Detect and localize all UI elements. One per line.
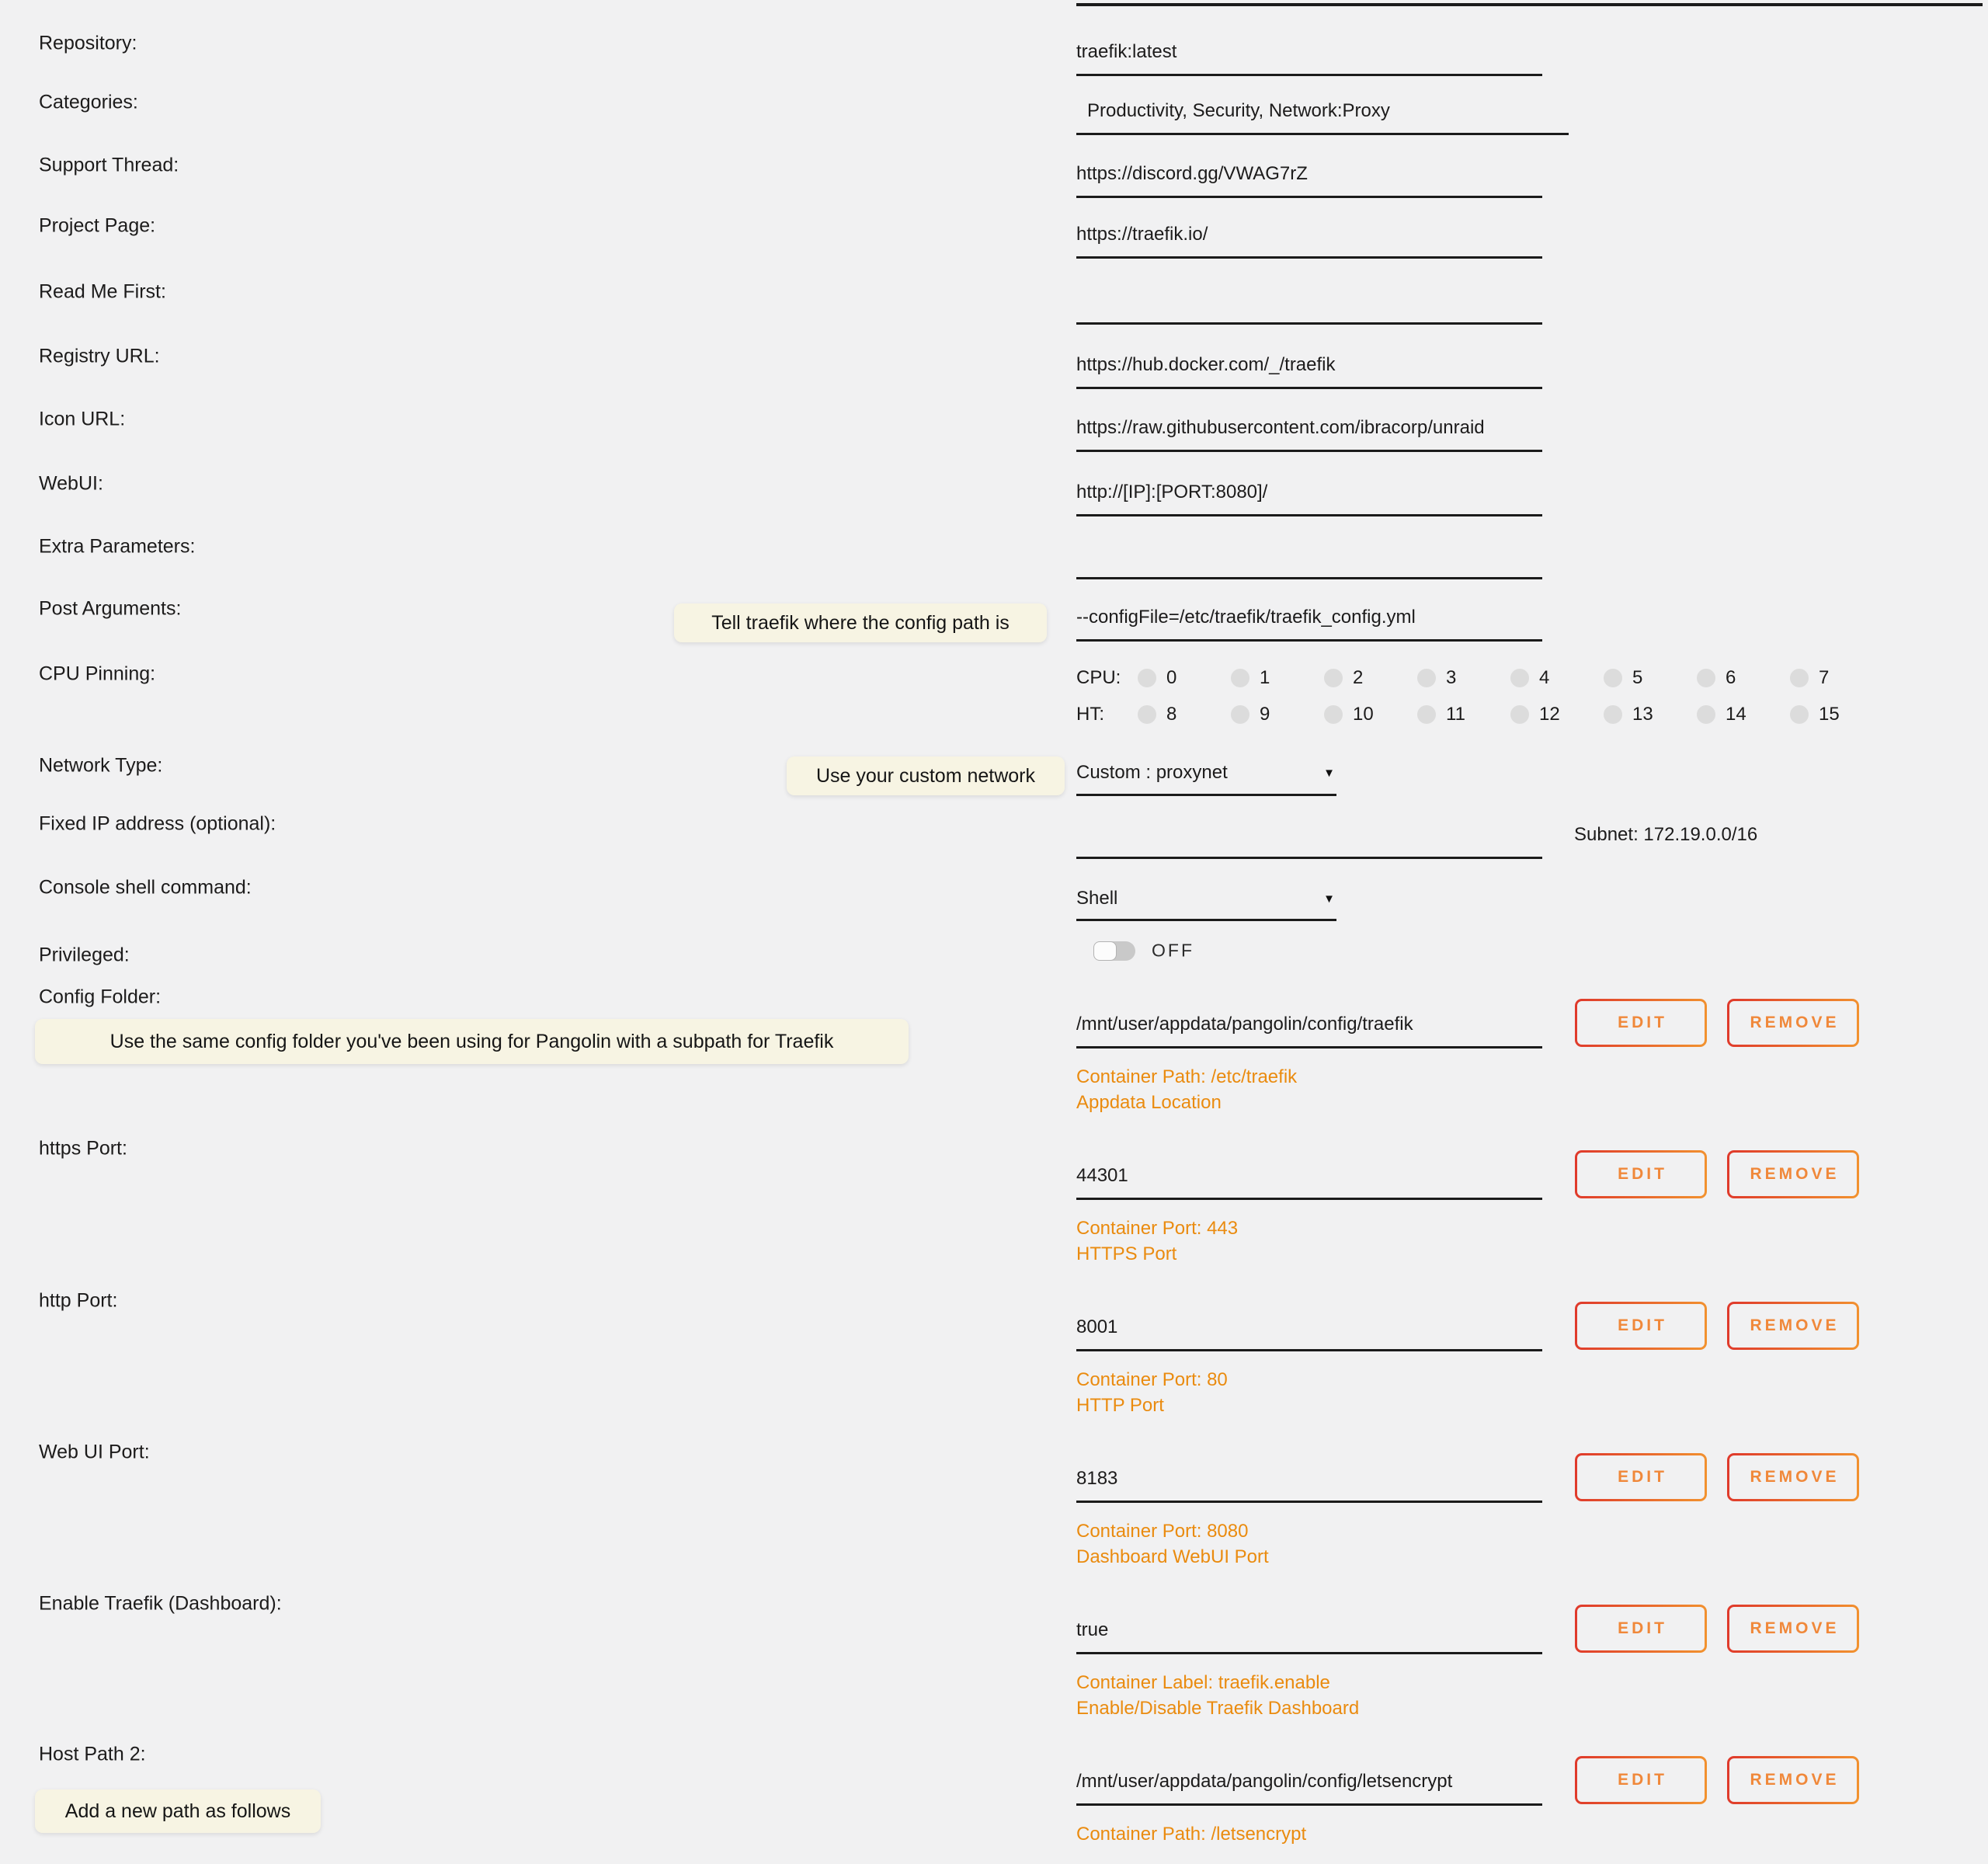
ht-10-radio[interactable] — [1324, 705, 1343, 724]
chevron-down-icon: ▼ — [1323, 766, 1335, 780]
radio-label: 5 — [1632, 667, 1643, 688]
webui-port-input[interactable] — [1076, 1467, 1542, 1503]
http-port-remove-button[interactable] — [1727, 1302, 1859, 1350]
cpu-5-radio[interactable] — [1604, 669, 1622, 687]
enable-dashboard-container-label: Container Label: traefik.enable — [1076, 1672, 1330, 1693]
edit-button-label: EDIT — [1618, 1619, 1667, 1637]
fixed-ip-input[interactable] — [1076, 823, 1542, 859]
ht-13-radio[interactable] — [1604, 705, 1622, 724]
radio-label: 9 — [1260, 704, 1270, 725]
remove-button-label: REMOVE — [1750, 1316, 1840, 1334]
cpu-1-radio[interactable] — [1231, 669, 1249, 687]
ht-8-radio[interactable] — [1138, 705, 1156, 724]
extra-parameters-label: Extra Parameters: — [39, 535, 196, 558]
ht-radio-cell[interactable] — [1138, 704, 1231, 725]
cpu-0-radio[interactable] — [1138, 669, 1156, 687]
webui-port-description: Dashboard WebUI Port — [1076, 1546, 1269, 1567]
edit-button-label: EDIT — [1618, 1316, 1667, 1334]
ht-radio-cell[interactable] — [1417, 704, 1510, 725]
console-shell-selected-value: Shell — [1076, 888, 1118, 909]
project-page-input[interactable] — [1076, 223, 1542, 259]
cpu-row-label: CPU: — [1076, 667, 1121, 688]
cpu-6-radio[interactable] — [1697, 669, 1715, 687]
radio-label: 12 — [1539, 704, 1560, 725]
radio-label: 14 — [1726, 704, 1746, 725]
http-port-label: http Port: — [39, 1289, 118, 1312]
https-port-remove-button[interactable] — [1727, 1150, 1859, 1198]
host-path-2-input[interactable] — [1076, 1770, 1542, 1806]
webui-port-label: Web UI Port: — [39, 1441, 150, 1463]
network-type-label: Network Type: — [39, 754, 163, 777]
host-path-2-edit-button[interactable] — [1575, 1756, 1707, 1804]
post-arguments-tooltip: Tell traefik where the config path is — [674, 603, 1047, 642]
network-type-tooltip: Use your custom network — [787, 756, 1065, 795]
edit-button-label: EDIT — [1618, 1014, 1667, 1031]
edit-button-label: EDIT — [1618, 1468, 1667, 1486]
network-type-select[interactable] — [1076, 762, 1335, 784]
enable-dashboard-edit-button[interactable] — [1575, 1605, 1707, 1653]
radio-label: 1 — [1260, 667, 1270, 688]
ht-11-radio[interactable] — [1417, 705, 1436, 724]
console-shell-underline — [1076, 919, 1336, 921]
radio-label: 2 — [1353, 667, 1364, 688]
edit-button-label: EDIT — [1618, 1165, 1667, 1183]
edit-button-label: EDIT — [1618, 1771, 1667, 1789]
webui-input[interactable] — [1076, 481, 1542, 516]
https-port-container-port: Container Port: 443 — [1076, 1218, 1239, 1239]
enable-dashboard-description: Enable/Disable Traefik Dashboard — [1076, 1698, 1360, 1719]
http-port-edit-button[interactable] — [1575, 1302, 1707, 1350]
radio-label: 3 — [1446, 667, 1457, 688]
support-thread-label: Support Thread: — [39, 154, 179, 176]
privileged-label: Privileged: — [39, 944, 130, 966]
enable-dashboard-input[interactable] — [1076, 1619, 1542, 1654]
webui-port-container-port: Container Port: 8080 — [1076, 1521, 1249, 1542]
http-port-description: HTTP Port — [1076, 1395, 1164, 1416]
webui-label: WebUI: — [39, 472, 103, 495]
privileged-toggle[interactable] — [1093, 941, 1135, 961]
config-folder-label: Config Folder: — [39, 986, 162, 1008]
ht-12-radio[interactable] — [1510, 705, 1529, 724]
ht-radio-cell[interactable] — [1790, 704, 1883, 725]
radio-label: 7 — [1819, 667, 1830, 688]
radio-label: 8 — [1166, 704, 1177, 725]
radio-label: 4 — [1539, 667, 1550, 688]
https-port-edit-button[interactable] — [1575, 1150, 1707, 1198]
remove-button-label: REMOVE — [1750, 1165, 1840, 1183]
cpu-7-radio[interactable] — [1790, 669, 1809, 687]
cpu-radio-cell[interactable] — [1697, 667, 1790, 689]
cpu-radio-cell[interactable] — [1138, 667, 1231, 689]
cpu-3-radio[interactable] — [1417, 669, 1436, 687]
project-page-label: Project Page: — [39, 214, 156, 237]
cpu-radio-cell[interactable] — [1790, 667, 1883, 689]
console-shell-label: Console shell command: — [39, 876, 252, 899]
icon-url-label: Icon URL: — [39, 408, 126, 430]
host-path-2-remove-button[interactable] — [1727, 1756, 1859, 1804]
cpu-radio-cell[interactable] — [1231, 667, 1324, 689]
radio-label: 13 — [1632, 704, 1653, 725]
radio-label: 15 — [1819, 704, 1840, 725]
ht-radio-cell[interactable] — [1697, 704, 1790, 725]
radio-label: 0 — [1166, 667, 1177, 688]
post-arguments-label: Post Arguments: — [39, 597, 182, 620]
categories-input[interactable] — [1076, 99, 1569, 135]
config-folder-description: Appdata Location — [1076, 1092, 1222, 1113]
ht-radio-cell[interactable] — [1324, 704, 1417, 725]
cpu-radio-cell[interactable] — [1417, 667, 1510, 689]
registry-url-input[interactable] — [1076, 353, 1542, 389]
support-thread-input[interactable] — [1076, 162, 1542, 198]
radio-label: 11 — [1446, 704, 1465, 725]
remove-button-label: REMOVE — [1750, 1771, 1840, 1789]
radio-label: 10 — [1353, 704, 1374, 725]
config-folder-edit-button[interactable] — [1575, 999, 1707, 1047]
host-path-2-label: Host Path 2: — [39, 1743, 146, 1765]
extra-parameters-input[interactable] — [1076, 544, 1542, 579]
config-folder-remove-button[interactable] — [1727, 999, 1859, 1047]
privileged-state: OFF — [1152, 940, 1194, 961]
https-port-description: HTTPS Port — [1076, 1243, 1177, 1264]
ht-14-radio[interactable] — [1697, 705, 1715, 724]
config-folder-container-path: Container Path: /etc/traefik — [1076, 1066, 1298, 1087]
cpu-radio-cell[interactable] — [1324, 667, 1417, 689]
config-folder-tooltip: Use the same config folder you've been using for Pangolin with a subpath for Traefik — [35, 1019, 909, 1064]
http-port-input[interactable] — [1076, 1316, 1542, 1351]
https-port-label: https Port: — [39, 1137, 127, 1160]
http-port-container-port: Container Port: 80 — [1076, 1369, 1228, 1390]
ht-9-radio[interactable] — [1231, 705, 1249, 724]
cpu-2-radio[interactable] — [1324, 669, 1343, 687]
input-underline-partial — [1076, 3, 1983, 6]
fixed-ip-label: Fixed IP address (optional): — [39, 812, 276, 835]
cpu-pinning-cpu-row — [1076, 667, 1883, 689]
remove-button-label: REMOVE — [1750, 1619, 1840, 1637]
remove-button-label: REMOVE — [1750, 1468, 1840, 1486]
registry-url-label: Registry URL: — [39, 345, 160, 367]
config-folder-input[interactable] — [1076, 1013, 1542, 1048]
toggle-knob — [1093, 941, 1117, 961]
webui-port-edit-button[interactable] — [1575, 1453, 1707, 1501]
cpu-pinning-ht-row — [1076, 704, 1883, 725]
categories-label: Categories: — [39, 91, 138, 113]
chevron-down-icon: ▼ — [1323, 892, 1335, 906]
cpu-radio-cell[interactable] — [1604, 667, 1697, 689]
network-type-selected-value: Custom : proxynet — [1076, 762, 1228, 783]
radio-label: 6 — [1726, 667, 1736, 688]
cpu-radio-cell[interactable] — [1510, 667, 1604, 689]
ht-radio-cell[interactable] — [1604, 704, 1697, 725]
enable-dashboard-label: Enable Traefik (Dashboard): — [39, 1592, 282, 1615]
read-me-first-input[interactable] — [1076, 289, 1542, 325]
webui-port-remove-button[interactable] — [1727, 1453, 1859, 1501]
console-shell-select[interactable] — [1076, 888, 1335, 909]
ht-radio-cell[interactable] — [1510, 704, 1604, 725]
host-path-2-container-path: Container Path: /letsencrypt — [1076, 1824, 1307, 1845]
icon-url-input[interactable] — [1076, 416, 1542, 452]
ht-row-label: HT: — [1076, 704, 1104, 725]
subnet-info: Subnet: 172.19.0.0/16 — [1574, 824, 1758, 845]
ht-radio-cell[interactable] — [1231, 704, 1324, 725]
cpu-pinning-label: CPU Pinning: — [39, 662, 156, 685]
https-port-input[interactable] — [1076, 1164, 1542, 1200]
post-arguments-input[interactable] — [1076, 606, 1542, 642]
repository-input[interactable] — [1076, 40, 1542, 76]
read-me-first-label: Read Me First: — [39, 280, 166, 303]
remove-button-label: REMOVE — [1750, 1014, 1840, 1031]
network-type-underline — [1076, 794, 1336, 796]
enable-dashboard-remove-button[interactable] — [1727, 1605, 1859, 1653]
repository-label: Repository: — [39, 32, 137, 54]
cpu-4-radio[interactable] — [1510, 669, 1529, 687]
ht-15-radio[interactable] — [1790, 705, 1809, 724]
host-path-2-tooltip: Add a new path as follows — [35, 1789, 321, 1833]
